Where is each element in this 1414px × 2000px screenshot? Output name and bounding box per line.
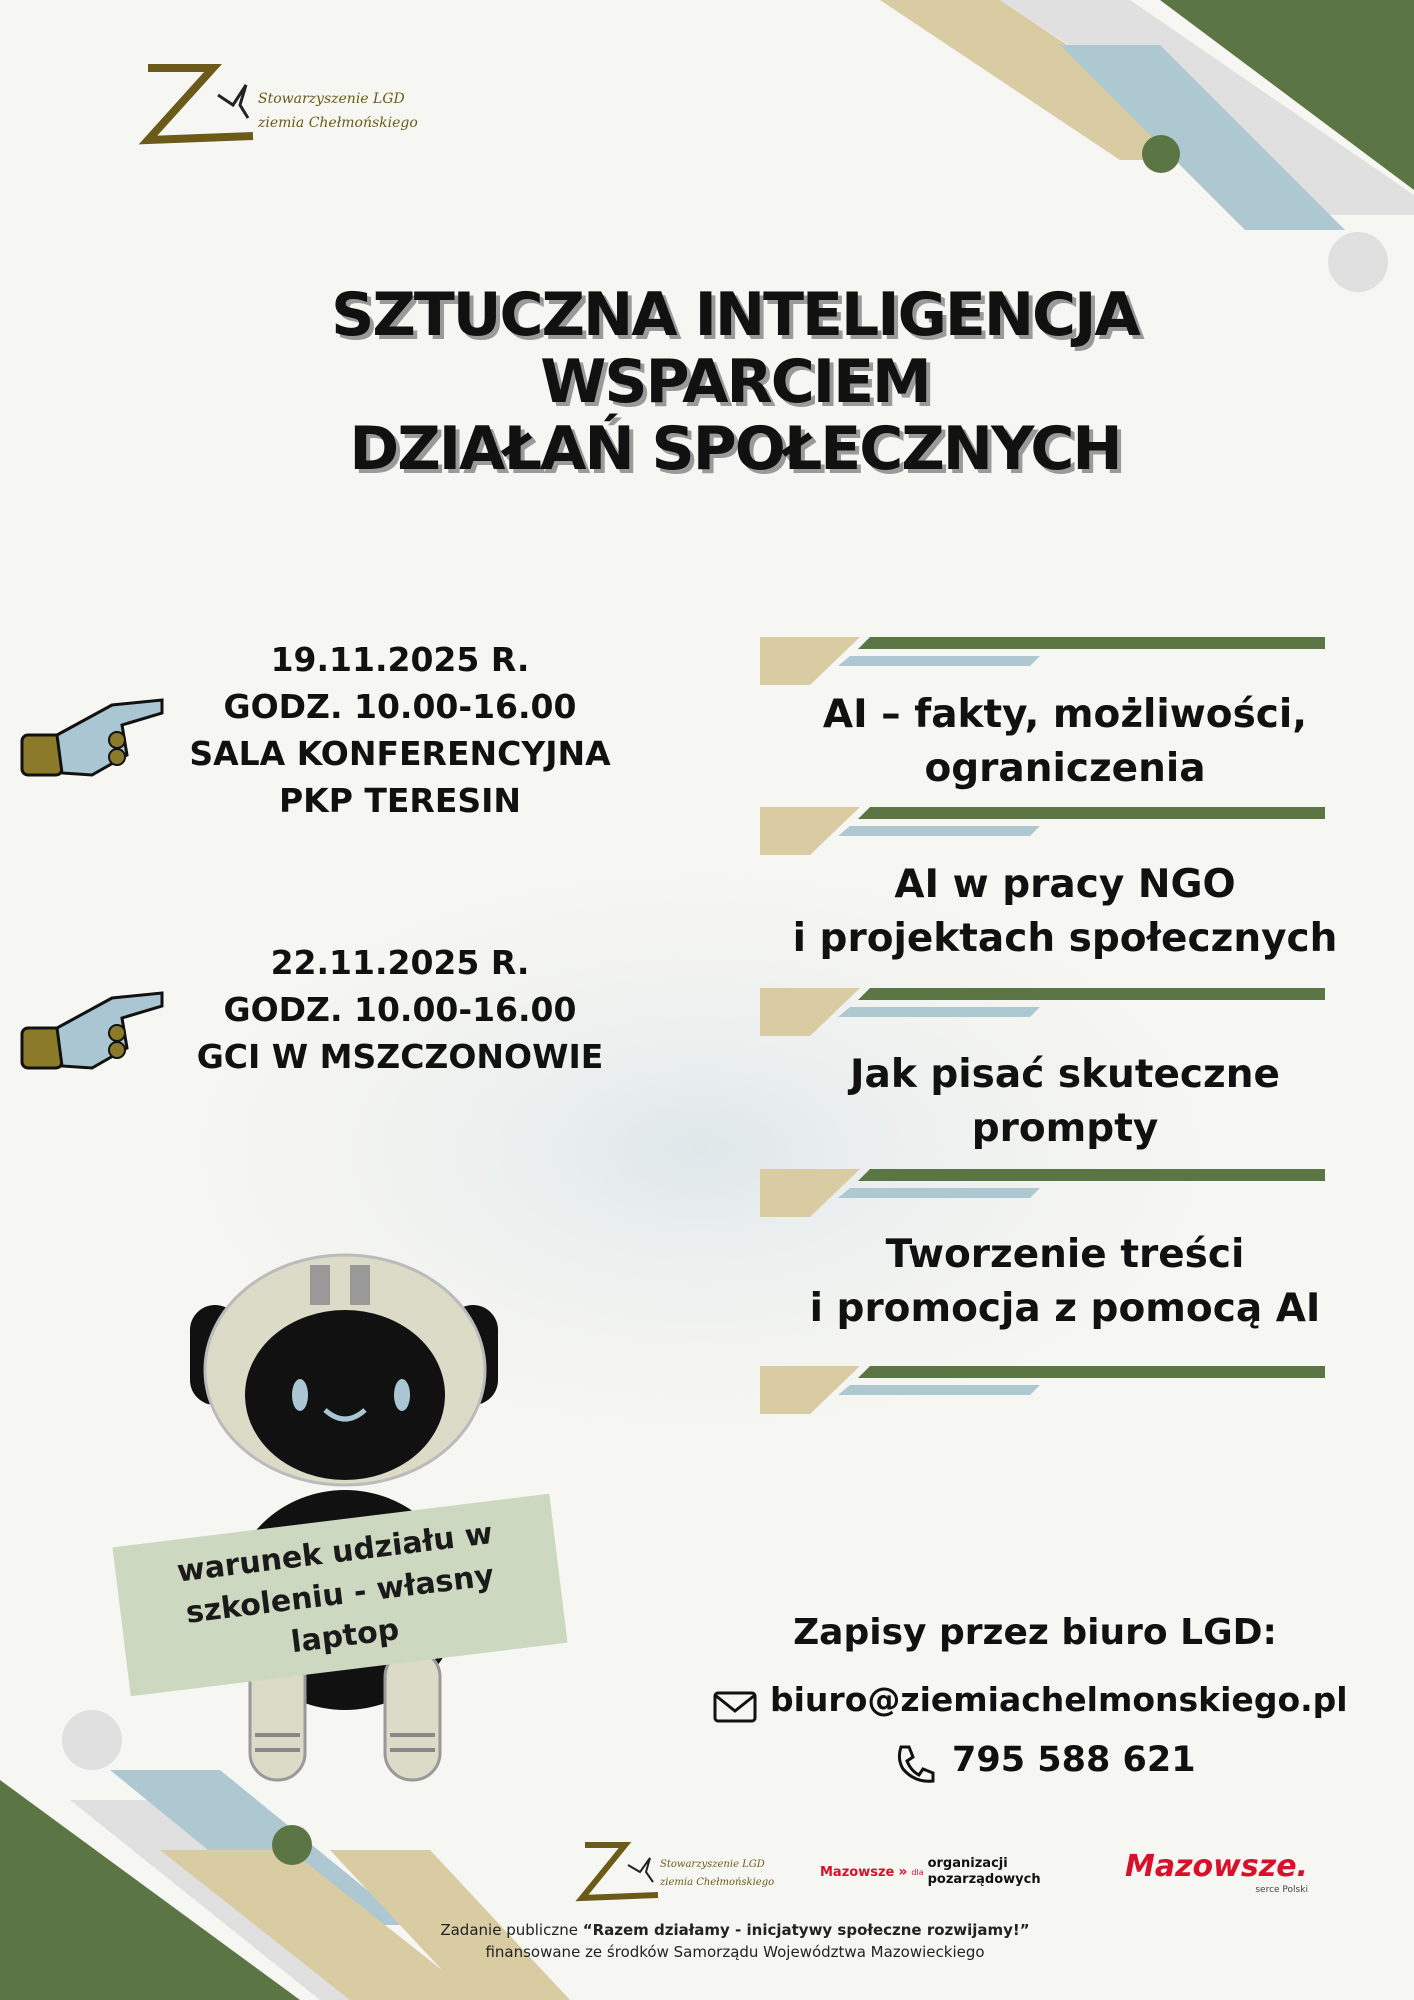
event-1: 19.11.2025 R. GODZ. 10.00-16.00 SALA KONFERENCYJNA PKP TERESIN	[189, 640, 611, 820]
signup-heading: Zapisy przez biuro LGD:	[793, 1612, 1277, 1653]
envelope-icon	[715, 1693, 755, 1721]
requirement-sign: warunek udziału w szkoleniu - własny laptop	[112, 1494, 567, 1697]
event-2: 22.11.2025 R. GODZ. 10.00-16.00 GCI W MSZCZONOWIE	[196, 943, 604, 1076]
topic-4: Tworzenie treści i promocja z pomocą AI	[809, 1232, 1321, 1331]
topic-2: AI w pracy NGO i projektach społecznych	[792, 862, 1338, 961]
funding-note: Zadanie publiczne “Razem działamy - inicjatywy społeczne rozwijamy!” finansowane ze środków Samorządu Województwa Mazowieckiego	[440, 1921, 1030, 1961]
phone-icon	[899, 1747, 933, 1781]
mazowsze-logo: Mazowsze. serce Polski	[1125, 1849, 1308, 1895]
phone-number[interactable]: 795 588 621	[952, 1740, 1196, 1780]
topic-1: AI – fakty, możliwości, ograniczenia	[822, 692, 1308, 791]
lgd-logo: Stowarzyszenie LGD ziemia Chełmońskiego	[128, 60, 448, 150]
footer-lgd-logo: Stowarzyszenie LGD ziemia Chełmońskiego	[570, 1840, 800, 1905]
email-link[interactable]: biuro@ziemiachelmonskiego.pl	[770, 1680, 1348, 1719]
topic-3: Jak pisać skuteczne prompty	[850, 1052, 1280, 1151]
chevron-icon: »	[898, 1864, 908, 1880]
page-title: SZTUCZNA INTELIGENCJA WSPARCIEM DZIAŁAŃ SPOŁECZNYCH	[331, 280, 1139, 484]
mazowsze-ngo-logo: Mazowsze » dla organizacji pozarządowych	[820, 1856, 1041, 1887]
